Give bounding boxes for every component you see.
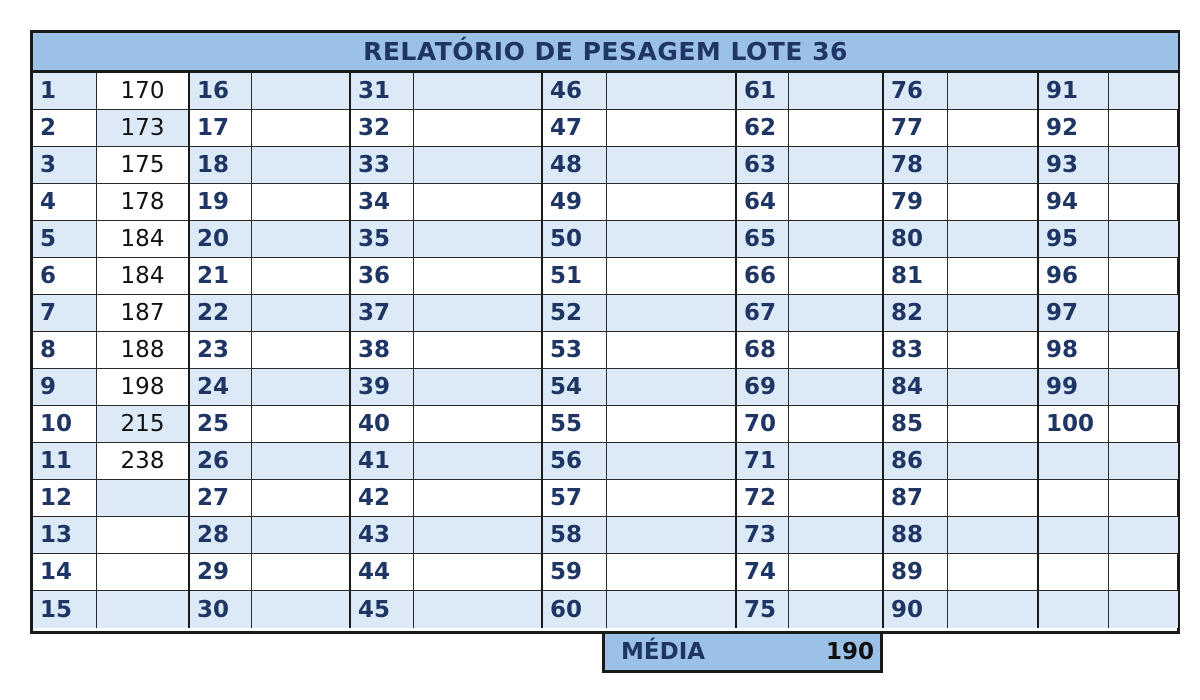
entry-number: 72 bbox=[737, 480, 789, 517]
weight-cell[interactable]: 184 bbox=[97, 221, 190, 258]
entry-number: 86 bbox=[884, 443, 948, 480]
weight-cell[interactable]: 170 bbox=[97, 73, 190, 110]
entry-number: 22 bbox=[190, 295, 252, 332]
entry-number: 42 bbox=[351, 480, 414, 517]
entry-number: 48 bbox=[543, 147, 607, 184]
weight-cell[interactable] bbox=[97, 591, 190, 628]
entry-number: 11 bbox=[33, 443, 97, 480]
entry-number: 2 bbox=[33, 110, 97, 147]
entry-number bbox=[1039, 591, 1109, 628]
weight-cell[interactable] bbox=[414, 110, 543, 147]
weight-cell[interactable] bbox=[414, 443, 543, 480]
weight-cell[interactable] bbox=[607, 221, 737, 258]
weight-cell[interactable] bbox=[948, 480, 1039, 517]
entry-number: 47 bbox=[543, 110, 607, 147]
weight-cell[interactable] bbox=[948, 554, 1039, 591]
weight-cell[interactable] bbox=[948, 73, 1039, 110]
weight-cell[interactable] bbox=[789, 295, 884, 332]
weight-cell[interactable] bbox=[1109, 110, 1178, 147]
average-label: MÉDIA bbox=[621, 639, 706, 665]
weight-cell[interactable] bbox=[789, 369, 884, 406]
entry-number: 51 bbox=[543, 258, 607, 295]
weight-cell[interactable] bbox=[607, 258, 737, 295]
weight-cell[interactable]: 188 bbox=[97, 332, 190, 369]
weight-cell[interactable]: 215 bbox=[97, 406, 190, 443]
weight-cell[interactable] bbox=[97, 517, 190, 554]
entry-number: 37 bbox=[351, 295, 414, 332]
weight-cell[interactable] bbox=[252, 406, 351, 443]
weight-cell[interactable] bbox=[252, 554, 351, 591]
entry-number: 64 bbox=[737, 184, 789, 221]
weight-cell[interactable] bbox=[607, 369, 737, 406]
weight-cell[interactable] bbox=[789, 554, 884, 591]
entry-number: 44 bbox=[351, 554, 414, 591]
weight-cell[interactable] bbox=[1109, 406, 1178, 443]
entry-number: 58 bbox=[543, 517, 607, 554]
weight-cell[interactable] bbox=[607, 332, 737, 369]
weight-cell[interactable] bbox=[1109, 332, 1178, 369]
weight-cell[interactable]: 178 bbox=[97, 184, 190, 221]
weight-cell[interactable] bbox=[948, 258, 1039, 295]
weight-cell[interactable] bbox=[252, 221, 351, 258]
entry-number: 76 bbox=[884, 73, 948, 110]
weight-cell[interactable] bbox=[252, 258, 351, 295]
entry-number: 53 bbox=[543, 332, 607, 369]
weight-cell[interactable] bbox=[252, 369, 351, 406]
entry-number: 83 bbox=[884, 332, 948, 369]
weight-cell[interactable] bbox=[948, 295, 1039, 332]
entry-number: 8 bbox=[33, 332, 97, 369]
entry-number: 30 bbox=[190, 591, 252, 628]
entry-number: 67 bbox=[737, 295, 789, 332]
entry-number: 91 bbox=[1039, 73, 1109, 110]
weight-cell[interactable] bbox=[1109, 221, 1178, 258]
weight-cell[interactable]: 238 bbox=[97, 443, 190, 480]
weight-cell[interactable] bbox=[607, 73, 737, 110]
entry-number: 66 bbox=[737, 258, 789, 295]
weight-cell[interactable] bbox=[607, 443, 737, 480]
weight-cell[interactable] bbox=[414, 332, 543, 369]
weight-cell[interactable] bbox=[789, 221, 884, 258]
entry-number: 89 bbox=[884, 554, 948, 591]
entry-number: 75 bbox=[737, 591, 789, 628]
entry-number: 35 bbox=[351, 221, 414, 258]
weight-cell[interactable] bbox=[252, 591, 351, 628]
weight-cell[interactable]: 187 bbox=[97, 295, 190, 332]
entry-number: 28 bbox=[190, 517, 252, 554]
weight-cell[interactable] bbox=[948, 369, 1039, 406]
weight-cell[interactable] bbox=[948, 147, 1039, 184]
entry-number: 7 bbox=[33, 295, 97, 332]
weight-cell[interactable] bbox=[414, 295, 543, 332]
entry-number: 17 bbox=[190, 110, 252, 147]
entry-number: 19 bbox=[190, 184, 252, 221]
weight-cell[interactable] bbox=[789, 332, 884, 369]
weight-cell[interactable] bbox=[97, 480, 190, 517]
entry-number: 26 bbox=[190, 443, 252, 480]
entry-number: 16 bbox=[190, 73, 252, 110]
weight-cell[interactable] bbox=[789, 480, 884, 517]
entry-number: 71 bbox=[737, 443, 789, 480]
weight-cell[interactable] bbox=[789, 110, 884, 147]
weight-cell[interactable] bbox=[414, 406, 543, 443]
weight-cell[interactable] bbox=[414, 258, 543, 295]
entry-number: 90 bbox=[884, 591, 948, 628]
weight-cell[interactable] bbox=[1109, 591, 1178, 628]
entry-number: 56 bbox=[543, 443, 607, 480]
entry-number: 60 bbox=[543, 591, 607, 628]
weight-cell[interactable] bbox=[252, 73, 351, 110]
entry-number: 87 bbox=[884, 480, 948, 517]
entry-number: 29 bbox=[190, 554, 252, 591]
weight-cell[interactable] bbox=[607, 480, 737, 517]
entry-number bbox=[1039, 554, 1109, 591]
average-value: 190 bbox=[825, 639, 874, 665]
weight-cell[interactable] bbox=[948, 517, 1039, 554]
entry-number: 13 bbox=[33, 517, 97, 554]
entry-number: 4 bbox=[33, 184, 97, 221]
weight-cell[interactable] bbox=[607, 406, 737, 443]
average-summary bbox=[602, 634, 883, 673]
weight-cell[interactable] bbox=[789, 184, 884, 221]
entry-number: 68 bbox=[737, 332, 789, 369]
weight-cell[interactable] bbox=[1109, 258, 1178, 295]
entry-number: 57 bbox=[543, 480, 607, 517]
weight-cell[interactable] bbox=[252, 443, 351, 480]
entry-number: 10 bbox=[33, 406, 97, 443]
weight-cell[interactable] bbox=[414, 184, 543, 221]
weight-cell[interactable] bbox=[607, 517, 737, 554]
weight-cell[interactable] bbox=[414, 369, 543, 406]
entry-number: 82 bbox=[884, 295, 948, 332]
entry-number: 36 bbox=[351, 258, 414, 295]
entry-number: 3 bbox=[33, 147, 97, 184]
weight-cell[interactable] bbox=[1109, 554, 1178, 591]
entry-number bbox=[1039, 443, 1109, 480]
entry-number: 24 bbox=[190, 369, 252, 406]
weight-cell[interactable] bbox=[252, 184, 351, 221]
entry-number: 98 bbox=[1039, 332, 1109, 369]
entry-number bbox=[1039, 517, 1109, 554]
weight-cell[interactable] bbox=[1109, 147, 1178, 184]
entry-number: 99 bbox=[1039, 369, 1109, 406]
entry-number: 85 bbox=[884, 406, 948, 443]
entry-number: 63 bbox=[737, 147, 789, 184]
entry-number: 81 bbox=[884, 258, 948, 295]
weight-cell[interactable] bbox=[1109, 369, 1178, 406]
weight-cell[interactable] bbox=[607, 295, 737, 332]
entry-number: 74 bbox=[737, 554, 789, 591]
entry-number: 93 bbox=[1039, 147, 1109, 184]
weight-cell[interactable] bbox=[414, 480, 543, 517]
entry-number: 84 bbox=[884, 369, 948, 406]
weight-cell[interactable] bbox=[1109, 443, 1178, 480]
weight-cell[interactable] bbox=[414, 517, 543, 554]
entry-number: 62 bbox=[737, 110, 789, 147]
entry-number: 59 bbox=[543, 554, 607, 591]
weight-cell[interactable] bbox=[948, 443, 1039, 480]
weight-cell[interactable] bbox=[607, 184, 737, 221]
entry-number: 38 bbox=[351, 332, 414, 369]
weight-cell[interactable] bbox=[607, 147, 737, 184]
weight-cell[interactable] bbox=[414, 591, 543, 628]
weight-cell[interactable] bbox=[607, 554, 737, 591]
entry-number: 21 bbox=[190, 258, 252, 295]
weight-cell[interactable] bbox=[1109, 73, 1178, 110]
weight-cell[interactable] bbox=[252, 480, 351, 517]
entry-number: 55 bbox=[543, 406, 607, 443]
entry-number: 79 bbox=[884, 184, 948, 221]
entry-number: 43 bbox=[351, 517, 414, 554]
weight-cell[interactable] bbox=[252, 332, 351, 369]
entry-number: 31 bbox=[351, 73, 414, 110]
entry-number: 96 bbox=[1039, 258, 1109, 295]
entry-number: 49 bbox=[543, 184, 607, 221]
weight-cell[interactable] bbox=[607, 110, 737, 147]
weight-cell[interactable]: 184 bbox=[97, 258, 190, 295]
weight-cell[interactable] bbox=[414, 147, 543, 184]
entry-number: 41 bbox=[351, 443, 414, 480]
weight-cell[interactable]: 175 bbox=[97, 147, 190, 184]
entry-number: 45 bbox=[351, 591, 414, 628]
entry-number: 94 bbox=[1039, 184, 1109, 221]
weight-cell[interactable] bbox=[948, 591, 1039, 628]
entry-number: 12 bbox=[33, 480, 97, 517]
entry-number: 1 bbox=[33, 73, 97, 110]
entry-number: 78 bbox=[884, 147, 948, 184]
entry-number: 54 bbox=[543, 369, 607, 406]
entry-number: 27 bbox=[190, 480, 252, 517]
entry-number: 95 bbox=[1039, 221, 1109, 258]
weight-cell[interactable]: 198 bbox=[97, 369, 190, 406]
weight-cell[interactable] bbox=[1109, 517, 1178, 554]
weight-cell[interactable] bbox=[789, 147, 884, 184]
entry-number: 80 bbox=[884, 221, 948, 258]
weight-cell[interactable] bbox=[414, 221, 543, 258]
entry-number: 18 bbox=[190, 147, 252, 184]
entry-number: 100 bbox=[1039, 406, 1109, 443]
weight-cell[interactable] bbox=[414, 554, 543, 591]
weight-cell[interactable] bbox=[414, 73, 543, 110]
weight-cell[interactable] bbox=[948, 332, 1039, 369]
entry-number: 32 bbox=[351, 110, 414, 147]
entry-number bbox=[1039, 480, 1109, 517]
weight-cell[interactable] bbox=[252, 295, 351, 332]
entry-number: 14 bbox=[33, 554, 97, 591]
entry-number: 92 bbox=[1039, 110, 1109, 147]
entry-number: 88 bbox=[884, 517, 948, 554]
entry-number: 15 bbox=[33, 591, 97, 628]
entry-number: 52 bbox=[543, 295, 607, 332]
entry-number: 9 bbox=[33, 369, 97, 406]
weight-cell[interactable] bbox=[948, 406, 1039, 443]
entry-number: 73 bbox=[737, 517, 789, 554]
weight-cell[interactable] bbox=[789, 517, 884, 554]
entry-number: 97 bbox=[1039, 295, 1109, 332]
weighing-report-table bbox=[30, 30, 1180, 634]
weight-cell[interactable] bbox=[607, 591, 737, 628]
weight-cell[interactable] bbox=[789, 591, 884, 628]
weight-cell[interactable] bbox=[948, 110, 1039, 147]
weight-cell[interactable]: 173 bbox=[97, 110, 190, 147]
weight-cell[interactable] bbox=[252, 110, 351, 147]
entry-number: 65 bbox=[737, 221, 789, 258]
entry-number: 69 bbox=[737, 369, 789, 406]
entry-number: 25 bbox=[190, 406, 252, 443]
weight-cell[interactable] bbox=[948, 184, 1039, 221]
entry-number: 50 bbox=[543, 221, 607, 258]
entry-number: 61 bbox=[737, 73, 789, 110]
weight-cell[interactable] bbox=[789, 258, 884, 295]
entry-number: 23 bbox=[190, 332, 252, 369]
entry-number: 40 bbox=[351, 406, 414, 443]
entry-number: 34 bbox=[351, 184, 414, 221]
weight-cell[interactable] bbox=[948, 221, 1039, 258]
weight-cell[interactable] bbox=[252, 147, 351, 184]
entry-number: 6 bbox=[33, 258, 97, 295]
entry-number: 70 bbox=[737, 406, 789, 443]
weight-cell[interactable] bbox=[97, 554, 190, 591]
weight-cell[interactable] bbox=[789, 443, 884, 480]
entry-number: 33 bbox=[351, 147, 414, 184]
weight-cell[interactable] bbox=[1109, 184, 1178, 221]
weight-cell[interactable] bbox=[789, 73, 884, 110]
entry-number: 77 bbox=[884, 110, 948, 147]
weight-cell[interactable] bbox=[1109, 295, 1178, 332]
entry-number: 5 bbox=[33, 221, 97, 258]
entry-number: 20 bbox=[190, 221, 252, 258]
report-title: RELATÓRIO DE PESAGEM LOTE 36 bbox=[33, 33, 1178, 73]
weight-cell[interactable] bbox=[252, 517, 351, 554]
weight-cell[interactable] bbox=[1109, 480, 1178, 517]
entry-number: 39 bbox=[351, 369, 414, 406]
entry-number: 46 bbox=[543, 73, 607, 110]
weight-cell[interactable] bbox=[789, 406, 884, 443]
